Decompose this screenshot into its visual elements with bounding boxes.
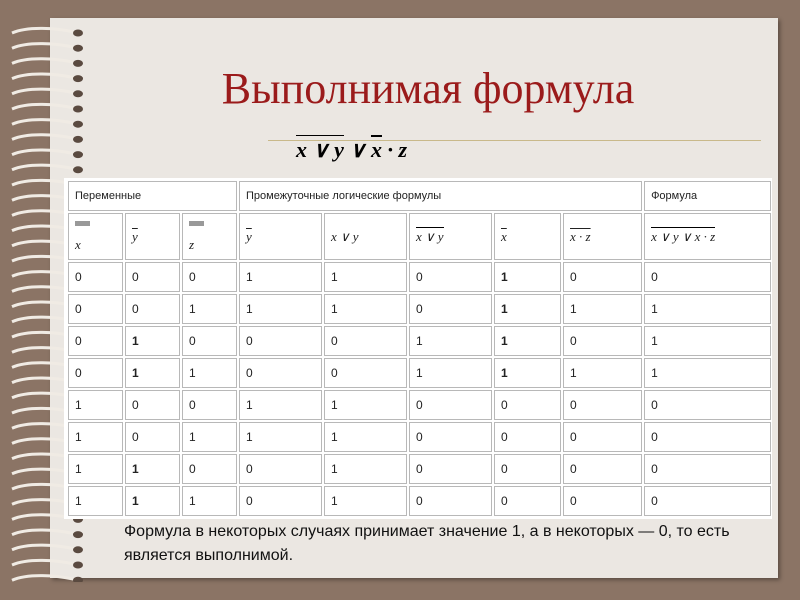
- table-cell: 1: [68, 390, 123, 420]
- table-cell: 0: [409, 390, 492, 420]
- table-cell: 0: [239, 326, 322, 356]
- table-cell: 1: [182, 486, 237, 516]
- spiral-ring: [12, 545, 74, 550]
- table-cell: 0: [563, 262, 642, 292]
- spiral-hole: [73, 136, 83, 143]
- spiral-ring: [12, 120, 74, 125]
- table-cell: 1: [239, 262, 322, 292]
- table-cell: 0: [125, 294, 180, 324]
- spiral-hole: [73, 90, 83, 97]
- table-cell: 1: [409, 326, 492, 356]
- column-header-row: [68, 213, 771, 260]
- header-not-x: $\overline{x}$: [494, 213, 561, 260]
- table-cell: 0: [563, 326, 642, 356]
- table-row: [68, 454, 771, 484]
- table-cell: 0: [125, 390, 180, 420]
- spiral-hole: [73, 546, 83, 553]
- table-cell: 1: [563, 294, 642, 324]
- table-cell: 1: [239, 294, 322, 324]
- spiral-ring: [12, 59, 74, 64]
- formula-term-2: $\overline{x}$: [370, 137, 382, 162]
- table-cell: 0: [182, 326, 237, 356]
- spiral-hole: [73, 121, 83, 128]
- spiral-ring: [12, 165, 74, 170]
- table-cell: 1: [68, 454, 123, 484]
- formula-op-1: ∨: [349, 137, 366, 162]
- table-cell: 0: [68, 326, 123, 356]
- truth-table-container: [64, 178, 772, 519]
- table-cell: 0: [644, 262, 771, 292]
- table-cell: 0: [182, 390, 237, 420]
- group-variables: Переменные: [68, 181, 237, 211]
- header-final-formula: x ∨ y ∨ x · z: [644, 213, 771, 260]
- header-not-x-and-z: x · z: [563, 213, 642, 260]
- table-cell: 1: [324, 390, 407, 420]
- table-cell: 0: [563, 486, 642, 516]
- header-not-y: $\overline{y}$: [239, 213, 322, 260]
- main-formula: [296, 137, 407, 163]
- spiral-hole: [73, 45, 83, 52]
- spiral-hole: [73, 75, 83, 82]
- table-cell: 0: [563, 454, 642, 484]
- header-x: x: [68, 213, 123, 260]
- table-row: [68, 358, 771, 388]
- spiral-ring: [12, 89, 74, 94]
- table-cell: 0: [239, 358, 322, 388]
- table-cell: 1: [644, 358, 771, 388]
- table-cell: 0: [409, 422, 492, 452]
- table-row: [68, 326, 771, 356]
- spiral-hole: [73, 562, 83, 569]
- header-x-or-not-y: x ∨ y: [324, 213, 407, 260]
- table-row: [68, 262, 771, 292]
- spiral-ring: [12, 530, 74, 535]
- table-cell: 1: [125, 326, 180, 356]
- table-cell: 0: [409, 262, 492, 292]
- spiral-ring: [12, 560, 74, 565]
- table-cell: 1: [125, 454, 180, 484]
- spiral-ring: [12, 576, 74, 581]
- table-cell: 1: [125, 358, 180, 388]
- spiral-ring: [12, 28, 74, 33]
- table-cell: 0: [494, 422, 561, 452]
- table-cell: 1: [182, 294, 237, 324]
- spiral-hole: [73, 106, 83, 113]
- spiral-hole: [73, 531, 83, 538]
- table-cell: 0: [409, 454, 492, 484]
- table-cell: 0: [644, 454, 771, 484]
- table-cell: 1: [409, 358, 492, 388]
- table-cell: 1: [644, 294, 771, 324]
- table-cell: 0: [68, 294, 123, 324]
- table-cell: 0: [494, 486, 561, 516]
- table-cell: 1: [324, 422, 407, 452]
- group-formula: Формула: [644, 181, 771, 211]
- table-cell: 1: [644, 326, 771, 356]
- table-cell: 1: [324, 294, 407, 324]
- table-cell: 1: [494, 326, 561, 356]
- header-y: $\overline{y}$: [125, 213, 180, 260]
- page-title: Выполнимая формула: [221, 64, 635, 113]
- spiral-ring: [12, 135, 74, 140]
- table-row: [68, 486, 771, 516]
- caption-text: Формула в некоторых случаях принимает значение 1, а в некоторых — 0, то есть является выполнимой.: [124, 523, 730, 564]
- table-cell: 0: [644, 390, 771, 420]
- table-cell: 1: [182, 358, 237, 388]
- table-cell: 1: [182, 422, 237, 452]
- spiral-ring: [12, 44, 74, 49]
- spiral-hole: [73, 166, 83, 173]
- table-row: [68, 390, 771, 420]
- table-cell: 0: [68, 262, 123, 292]
- table-cell: 0: [494, 454, 561, 484]
- table-cell: 0: [644, 486, 771, 516]
- table-cell: 1: [494, 294, 561, 324]
- table-cell: 0: [563, 422, 642, 452]
- formula-term-3: z: [398, 137, 408, 162]
- spiral-ring: [12, 74, 74, 79]
- truth-table: [66, 179, 773, 518]
- table-cell: 0: [125, 422, 180, 452]
- table-cell: 0: [68, 358, 123, 388]
- spiral-ring: [12, 104, 74, 109]
- table-cell: 1: [239, 422, 322, 452]
- table-cell: 0: [644, 422, 771, 452]
- group-intermediate: Промежуточные логические формулы: [239, 181, 642, 211]
- table-cell: 1: [563, 358, 642, 388]
- table-cell: 0: [494, 390, 561, 420]
- table-cell: 0: [182, 454, 237, 484]
- table-row: [68, 294, 771, 324]
- table-cell: 1: [494, 262, 561, 292]
- table-cell: 0: [324, 326, 407, 356]
- table-cell: 1: [324, 486, 407, 516]
- table-cell: 1: [239, 390, 322, 420]
- table-cell: 1: [494, 358, 561, 388]
- header-z: z: [182, 213, 237, 260]
- spiral-ring: [12, 150, 74, 155]
- table-cell: 1: [68, 486, 123, 516]
- table-cell: 0: [239, 486, 322, 516]
- table-cell: 0: [409, 486, 492, 516]
- table-row: [68, 422, 771, 452]
- formula-op-2: ·: [387, 137, 393, 162]
- table-cell: 1: [324, 454, 407, 484]
- group-header-row: [68, 181, 771, 211]
- table-cell: 0: [409, 294, 492, 324]
- spiral-hole: [73, 60, 83, 67]
- spiral-hole: [73, 30, 83, 37]
- table-cell: 1: [125, 486, 180, 516]
- table-cell: 1: [324, 262, 407, 292]
- table-cell: 0: [239, 454, 322, 484]
- formula-term-1: x ∨ y: [296, 137, 344, 162]
- table-cell: 0: [563, 390, 642, 420]
- spiral-hole: [73, 577, 83, 582]
- table-cell: 0: [324, 358, 407, 388]
- spiral-hole: [73, 151, 83, 158]
- table-cell: 0: [125, 262, 180, 292]
- table-cell: 1: [68, 422, 123, 452]
- header-not-x-or-not-y: x ∨ y: [409, 213, 492, 260]
- table-cell: 0: [182, 262, 237, 292]
